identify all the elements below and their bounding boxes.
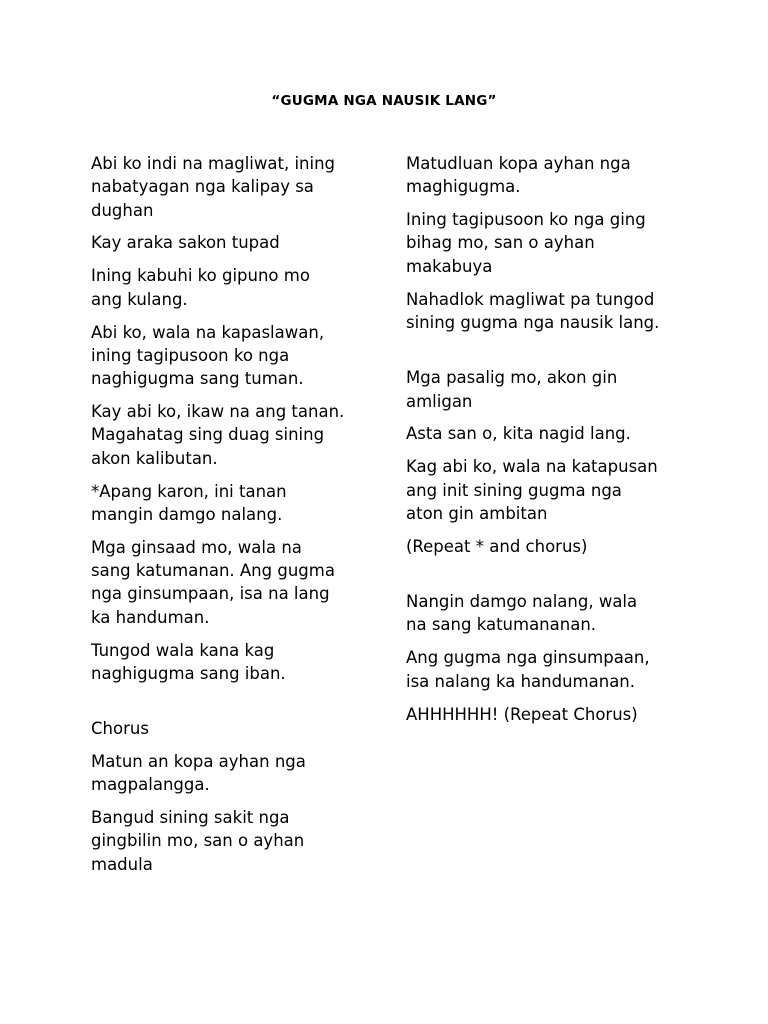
stanza: Matudluan kopa ayhan nga maghigugma. <box>406 154 631 197</box>
stanza: Kay araka sakon tupad <box>91 233 280 253</box>
stanza: AHHHHHH! (Repeat Chorus) <box>406 704 638 724</box>
stanza: Bangud sining sakit nga gingbilin mo, san o ayhan madula <box>91 808 305 874</box>
chorus-heading: Chorus <box>91 719 149 739</box>
stanza: Tungod wala kana kag naghigugma sang iban. <box>91 640 286 683</box>
stanza: *Apang karon, ini tanan mangin damgo nalang. <box>91 481 287 524</box>
stanza: Nangin damgo nalang, wala na sang katumananan. <box>406 592 638 635</box>
stanza: Abi ko indi na magliwat, ining nabatyagan nga kalipay sa dughan <box>91 154 336 220</box>
stanza: Kag abi ko, wala na katapusan ang init sining gugma nga aton gin ambitan <box>406 457 658 523</box>
stanza: Kay abi ko, ikaw na ang tanan. Magahatag sing duag sining akon kalibutan. <box>91 402 345 468</box>
stanza: (Repeat * and chorus) <box>406 536 588 556</box>
left-column <box>91 152 381 886</box>
stanza: Mga ginsaad mo, wala na sang katumanan. Ang gugma nga ginsumpaan, isa na lang ka handuman. <box>91 537 335 627</box>
stanza: Ining kabuhi ko gipuno mo ang kulang. <box>91 266 310 309</box>
stanza: Matun an kopa ayhan nga magpalangga. <box>91 751 306 795</box>
stanza: Abi ko, wala na kapaslawan, ining tagipusoon ko nga naghigugma sang tuman. <box>91 322 325 389</box>
stanza: Mga pasalig mo, akon gin amligan <box>406 368 618 411</box>
right-column <box>406 152 706 735</box>
stanza: Ining tagipusoon ko nga ging bihag mo, san o ayhan makabuya <box>406 210 646 276</box>
song-title: “GUGMA NGA NAUSIK LANG” <box>271 93 497 109</box>
stanza: Nahadlok magliwat pa tungod sining gugma nga nausik lang. <box>406 289 660 332</box>
stanza: Ang gugma nga ginsumpaan, isa nalang ka handumanan. <box>406 648 650 691</box>
stanza: Asta san o, kita nagid lang. <box>406 424 631 444</box>
